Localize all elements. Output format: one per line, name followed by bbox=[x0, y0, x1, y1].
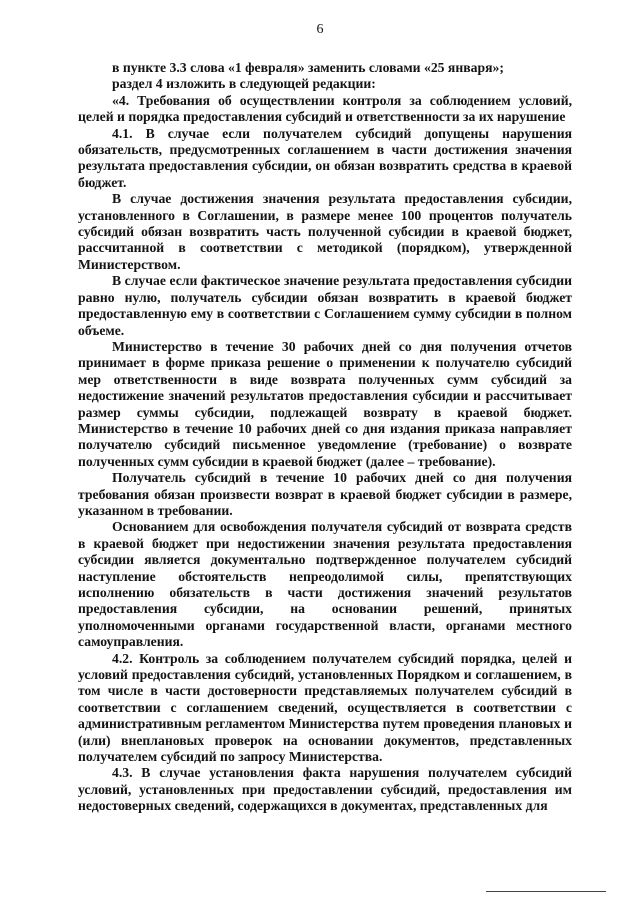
paragraph-section-4-intro: раздел 4 изложить в следующей редакции: bbox=[112, 76, 376, 92]
section-4-heading: «4. Требования об осуществлении контроля за соблюдением условий, целей и порядка предоставления субсидий и ответственности за их нарушение bbox=[78, 92, 572, 125]
paragraph-ministry-order: Министерство в течение 30 рабочих дней со дня получения отчетов принимает в форме приказа решение о применении к получателю субсидий мер ответственности в виде возврата полученных сумм субсидий за недостижение значений результатов предоставления субсидии и рассчитывает размер суммы субсидии, подлежащей возврату в краевой бюджет. Министерство в течение 10 рабочих дней со дня издания приказа направляет получателю субсидий письменное уведомление (требование) о возврате полученных сумм субсидии в краевой бюджет (далее – требование). bbox=[78, 338, 572, 469]
paragraph-4-1: 4.1. В случае если получателем субсидий допущены нарушения обязательств, предусмотренных соглашением в части достижения значения результата предоставления субсидии, он обязан возвратить средства в краевой бюджет. bbox=[78, 125, 572, 190]
paragraph-zero-result: В случае если фактическое значение результата предоставления субсидии равно нулю, получатель субсидии обязан возвратить в краевой бюджет предоставленную ему в соответствии с Соглашением сумму субсидии в полном объеме. bbox=[78, 273, 572, 338]
paragraph-partial-result: В случае достижения значения результата предоставления субсидии, установленного в Соглашении, в размере менее 100 процентов получатель субсидий обязан возвратить часть полученной субсидии в краевой бюджет, рассчитанной в соответствии с методикой (порядком), утвержденной Министерством. bbox=[78, 191, 572, 272]
page-number: 6 bbox=[316, 22, 324, 37]
paragraph-4-2: 4.2. Контроль за соблюдением получателем субсидий порядка, целей и условий предоставления субсидий, установленных Порядком и соглашением, в том числе в части достоверности представляемых получателем субсидий в соответствии с соглашением сведений, осуществляется в соответствии с административным регламентом Министерства путем проведения плановых и (или) внеплановых проверок на основании документов, представленных получателем субсидий по запросу Министерства. bbox=[78, 650, 572, 765]
document-body bbox=[78, 60, 572, 815]
footer-rule bbox=[486, 891, 606, 892]
paragraph-force-majeure: Основанием для освобождения получателя субсидий от возврата средств в краевой бюджет при недостижении значения результата предоставления субсидии является документально подтвержденное получателем субсидий наступление обстоятельств непреодолимой силы, препятствующих исполнению обязательств в части достижения значений результатов предоставления субсидии, на основании решений, принятых уполномоченными органами государственной власти, органами местного самоуправления. bbox=[78, 519, 572, 650]
paragraph-4-3: 4.3. В случае установления факта нарушения получателем субсидий условий, установленных при предоставлении субсидий, предоставления им недостоверных сведений, содержащихся в документах, представленных для bbox=[78, 765, 572, 814]
paragraph-amend-point-3-3: в пункте 3.3 слова «1 февраля» заменить словами «25 января»; bbox=[112, 60, 504, 75]
paragraph-refund-deadline: Получатель субсидий в течение 10 рабочих дней со дня получения требования обязан произвести возврат в краевой бюджет субсидии в размере, указанном в требовании. bbox=[78, 470, 572, 518]
